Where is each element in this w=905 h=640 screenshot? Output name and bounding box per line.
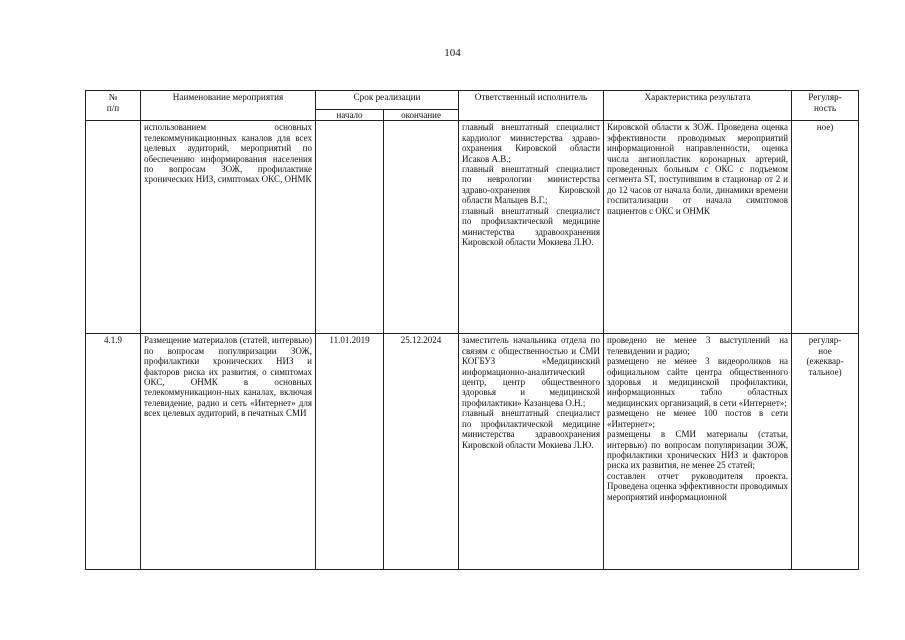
- row-regularity: ное): [792, 121, 859, 334]
- row-start: 11.01.2019: [316, 334, 384, 570]
- header-number: № п/п: [86, 91, 141, 121]
- row-regularity: регуляр- ное (ежеквар- тальное): [792, 334, 859, 570]
- header-end: окончание: [384, 110, 459, 121]
- row-end: [384, 121, 459, 334]
- row-result: проведено не менее 3 выступлений на телевидении и радио; размещено не менее 3 видеороликов на официальном сайте центра общественного здоровья и медицинской профилактики, информационных табло областных медицинских организаций, в сети «Интернет»; размещено не менее 100 постов в сети «Интернет»; размещены в СМИ материалы (статьи, интервью) по вопросам популяризации ЗОЖ, профилактики хронических НИЗ и факторов риска их развития, не менее 25 статей; составлен отчет руководителя проекта. Проведена оценка эффективности проводимых мероприятий информационной: [604, 334, 792, 570]
- row-start: [316, 121, 384, 334]
- header-start: начало: [316, 110, 384, 121]
- header-executor: Ответственный исполнитель: [459, 91, 604, 121]
- row-number: 4.1.9: [86, 334, 141, 570]
- header-regularity: Регуляр- ность: [792, 91, 859, 121]
- row-number: [86, 121, 141, 334]
- measures-table: [85, 90, 859, 570]
- row-end: 25.12.2024: [384, 334, 459, 570]
- row-name: Размещение материалов (статей, интервью) по вопросам популяризации ЗОЖ, профилактики хронических НИЗ и факторов риска их развития, о симптомах ОКС, ОНМК в основных телекоммуникацион-ных каналах, включая телевидение, радио и сеть «Интернет» для всех целевых аудиторий, в печатных СМИ: [141, 334, 316, 570]
- page-number: 104: [444, 47, 461, 59]
- row-executor: заместитель начальника отдела по связям с общественностью и СМИ КОГБУЗ «Медицинский информационно-аналитический центр, центр общественного здоровья и медицинской профилактики» Казанцева О.Н.; главный внештатный специалист по профилактической медицине министерства здравоохранения Кировской области Мокиева Л.Ю.: [459, 334, 604, 570]
- header-period: Срок реализации: [316, 91, 459, 110]
- table-row: [86, 121, 859, 334]
- header-name: Наименование мероприятия: [141, 91, 316, 121]
- header-result: Характеристика результата: [604, 91, 792, 121]
- table-row: [86, 334, 859, 570]
- row-name: использованием основных телекоммуникационных каналов для всех целевых аудиторий, мероприятий по обеспечению информирования населения по вопросам ЗОЖ, профилактике хронических НИЗ, симптомах ОКС, ОНМК: [141, 121, 316, 334]
- row-result: Кировской области к ЗОЖ. Проведена оценка эффективности проводимых мероприятий информационной направленности, оценка числа ангиопластик коронарных артерий, проведенных больным с ОКС с подъемом сегмента ST, поступившим в стационар от 2 и до 12 часов от начала боли, динамики времени госпитализации от начала симптомов пациентов с ОКС и ОНМК: [604, 121, 792, 334]
- row-executor: главный внештатный специалист кардиолог министерства здраво-охранения Кировской области Исаков А.В.; главный внештатный специалист по неврологии министерства здраво-охранения Кировской области Мальцев В.Г.; главный внештатный специалист по профилактической медицине министерства здравоохранения Кировской области Мокиева Л.Ю.: [459, 121, 604, 334]
